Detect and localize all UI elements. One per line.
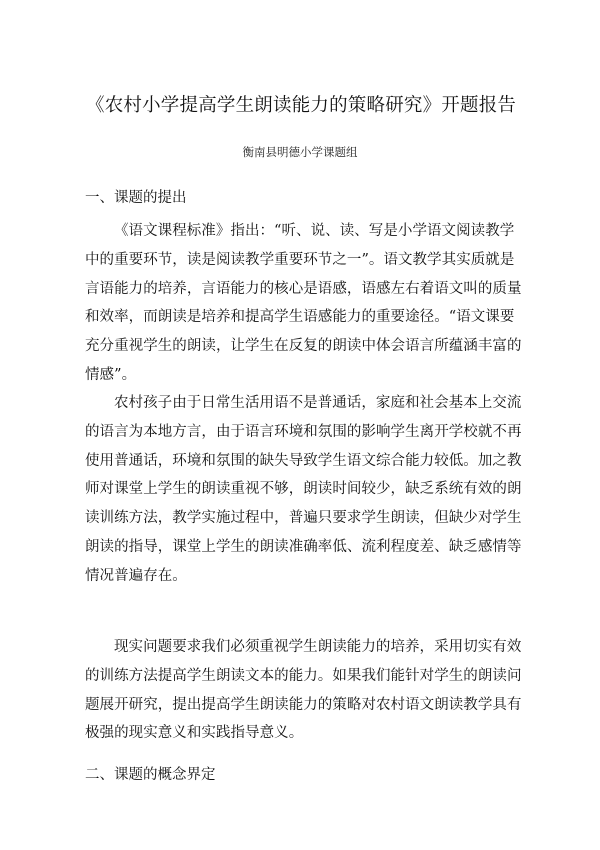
paragraph-line: 和效率，而朗读是培养和提高学生语感能力的重要途径。“语文课要 [85,309,515,326]
paragraph-line: 情感”。 [85,366,137,383]
paragraph-line: 的语言为本地方言，由于语言环境和氛围的影响学生离开学校就不再 [85,423,522,440]
paragraph-line: 题展开研究，提出提高学生朗读能力的策略对农村语文朗读教学具有 [85,696,522,713]
document-subtitle: 衡南县明德小学课题组 [242,145,358,159]
paragraph-line: 《语文课程标准》指出：“听、说、读、写是小学语文阅读教学 [114,223,515,239]
section-heading-1: 一、课题的提出 [85,190,187,206]
paragraph-3 [85,633,522,748]
paragraph-line: 师对课堂上学生的朗读重视不够，朗读时间较少，缺乏系统有效的朗 [85,481,522,498]
document-title: 《农村小学提高学生朗读能力的策略研究》开题报告 [86,95,517,116]
section-heading-2: 二、课题的概念界定 [85,767,216,783]
paragraph-line: 极强的现实意义和实践指导意义。 [85,725,304,742]
paragraph-line: 情况普遍存在。 [85,567,187,584]
paragraph-line: 读训练方法，教学实施过程中，普遍只要求学生朗读，但缺少对学生 [85,510,522,527]
paragraph-line: 朗读的指导，课堂上学生的朗读准确率低、流利程度差、缺乏感情等 [85,538,522,555]
paragraph-line: 中的重要环节，读是阅读教学重要环节之一”。语文教学其实质就是 [85,251,515,268]
paragraph-line: 的训练方法提高学生朗读文本的能力。如果我们能针对学生的朗读问 [85,667,522,684]
paragraph-line: 言语能力的培养，言语能力的核心是语感，语感左右着语文叫的质量 [85,280,522,297]
paragraph-line: 充分重视学生的朗读，让学生在反复的朗读中体会语言所蕴涵丰富的 [85,338,522,355]
paragraph-line: 使用普通话，环境和氛围的缺失导致学生语文综合能力较低。加之教 [85,452,522,469]
paragraph-2 [85,389,522,591]
paragraph-1 [85,217,522,390]
paragraph-line: 农村孩子由于日常生活用语不是普通话，家庭和社会基本上交流 [114,395,522,411]
paragraph-line: 现实问题要求我们必须重视学生朗读能力的培养，采用切实有效 [114,639,522,655]
